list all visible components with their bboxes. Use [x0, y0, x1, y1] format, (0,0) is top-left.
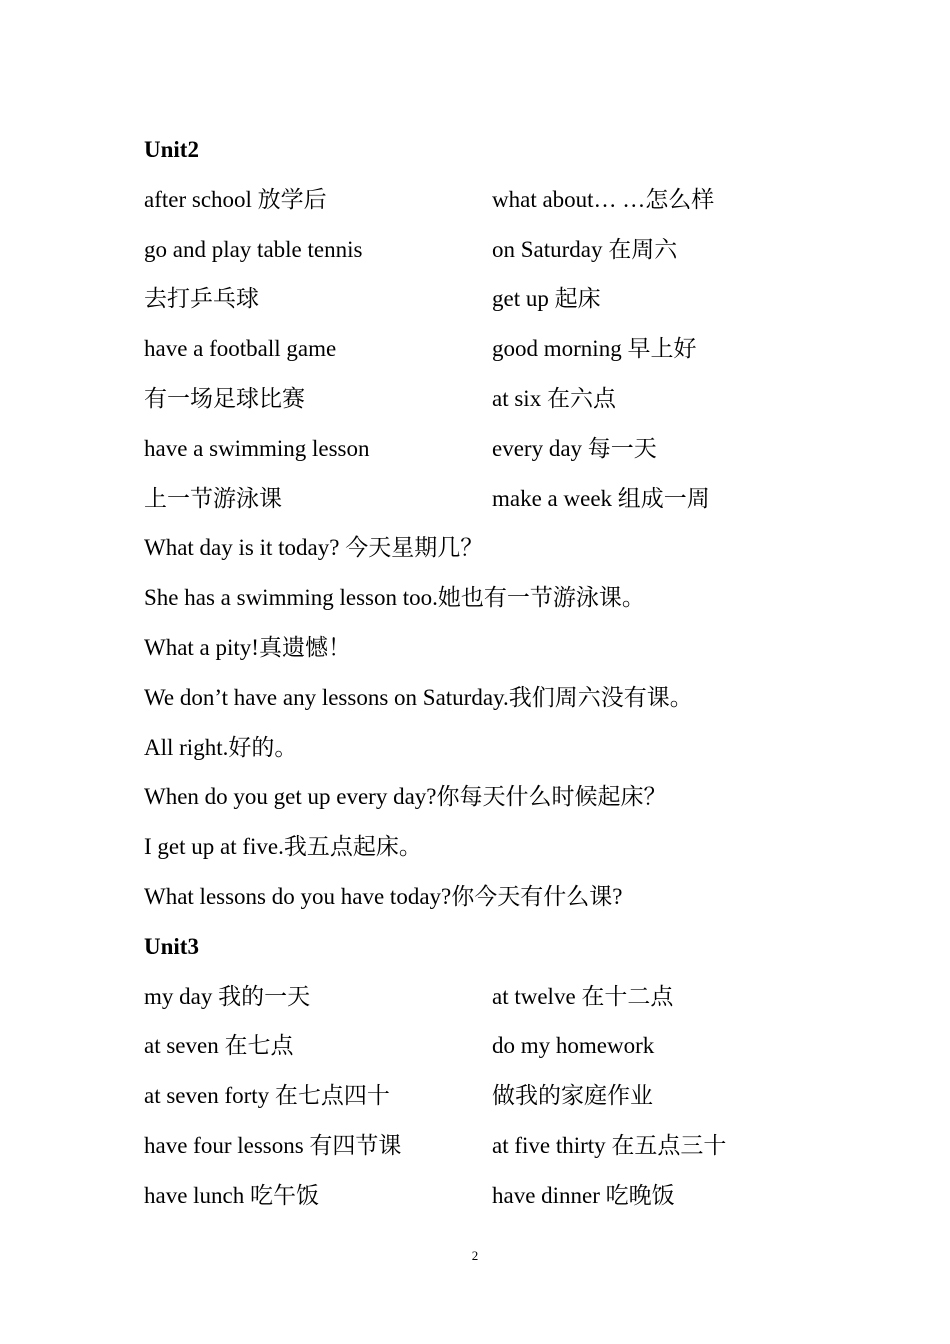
- vocab-right: get up 起床: [492, 286, 601, 312]
- vocab-left: go and play table tennis: [144, 236, 363, 262]
- vocab-right: at five thirty 在五点三十: [492, 1132, 727, 1158]
- vocab-right: at six 在六点: [492, 385, 616, 411]
- vocab-row: [144, 175, 844, 225]
- vocab-right: on Saturday 在周六: [492, 236, 678, 262]
- vocab-left: my day 我的一天: [144, 983, 311, 1009]
- vocab-right: every day 每一天: [492, 435, 657, 461]
- vocab-right: make a week 组成一周: [492, 485, 710, 511]
- vocab-row: [144, 274, 844, 324]
- vocab-row: [144, 225, 844, 275]
- unit2-heading: Unit2: [144, 137, 199, 162]
- vocab-row: [144, 1071, 844, 1121]
- vocab-left: 去打乒乓球: [144, 286, 259, 312]
- sentence-line: What a pity!真遗憾！: [144, 634, 351, 660]
- vocab-row: [144, 324, 844, 374]
- vocab-left: have lunch 吃午饭: [144, 1182, 320, 1208]
- sentence-line: What lessons do you have today?你今天有什么课?: [144, 883, 623, 909]
- page-number: 2: [471, 1248, 479, 1263]
- vocab-right: good morning 早上好: [492, 336, 697, 362]
- vocab-right: have dinner 吃晚饭: [492, 1182, 675, 1208]
- page-content: [144, 125, 844, 1221]
- vocab-left: 有一场足球比赛: [144, 385, 305, 411]
- sentence-line: All right.好的。: [144, 734, 298, 760]
- vocab-row: [144, 1171, 844, 1221]
- vocab-right: at twelve 在十二点: [492, 983, 674, 1009]
- vocab-row: [144, 1021, 844, 1071]
- vocab-row: [144, 474, 844, 524]
- vocab-left: have a football game: [144, 336, 337, 362]
- vocab-row: [144, 972, 844, 1022]
- vocab-right: what about… …怎么样: [492, 186, 715, 212]
- vocab-row: [144, 1121, 844, 1171]
- vocab-left: after school 放学后: [144, 186, 327, 212]
- vocab-left: have four lessons 有四节课: [144, 1132, 402, 1158]
- vocab-left: at seven forty 在七点四十: [144, 1083, 390, 1109]
- vocab-left: 上一节游泳课: [144, 485, 282, 511]
- sentence-line: She has a swimming lesson too.她也有一节游泳课。: [144, 585, 645, 611]
- vocab-right: 做我的家庭作业: [492, 1083, 653, 1109]
- sentence-line: We don’t have any lessons on Saturday.我们周六没有课。: [144, 684, 693, 710]
- vocab-row: [144, 424, 844, 474]
- vocab-left: have a swimming lesson: [144, 435, 370, 461]
- vocab-row: [144, 374, 844, 424]
- vocab-right: do my homework: [492, 1033, 655, 1059]
- sentence-line: What day is it today? 今天星期几？: [144, 535, 484, 561]
- vocab-left: at seven 在七点: [144, 1033, 294, 1059]
- sentence-line: When do you get up every day?你每天什么时候起床？: [144, 784, 667, 810]
- sentence-line: I get up at five.我五点起床。: [144, 834, 422, 860]
- unit3-heading: Unit3: [144, 933, 199, 959]
